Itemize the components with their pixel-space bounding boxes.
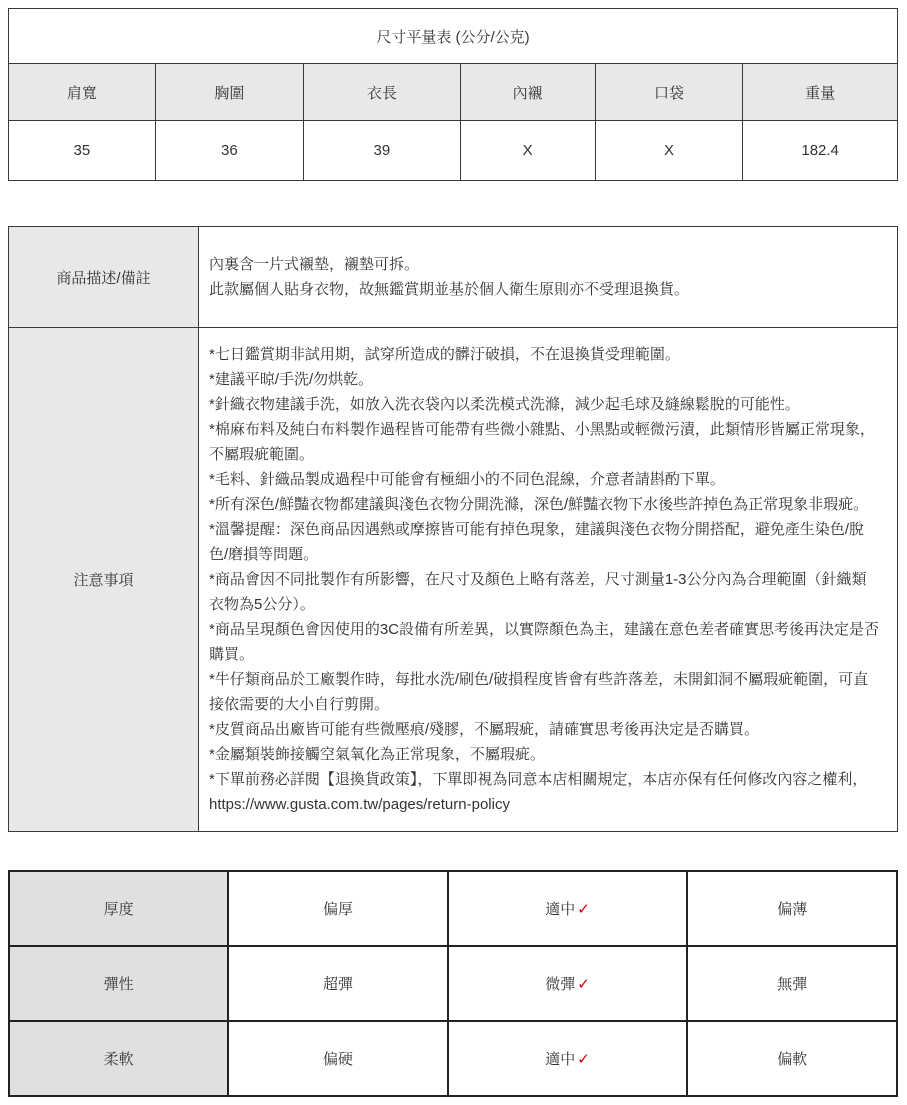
size-col-header-weight: 重量 (743, 64, 898, 121)
attribute-option-label: 微彈 (545, 976, 576, 993)
attribute-option (228, 871, 447, 946)
attribute-option-label: 超彈 (322, 976, 353, 993)
check-icon: ✓ (577, 901, 590, 918)
size-table-header-row (9, 64, 898, 121)
size-col-header-length: 衣長 (304, 64, 460, 121)
attribute-row-softness (9, 1021, 897, 1096)
description-row (9, 227, 898, 328)
attribute-option-label: 偏硬 (322, 1051, 353, 1068)
size-table-title: 尺寸平量表 (公分/公克) (9, 9, 898, 64)
attribute-option-label: 適中 (545, 1051, 576, 1068)
attribute-option (687, 871, 897, 946)
note-line: *所有深色/鮮豔衣物都建議與淺色衣物分開洗滌，深色/鮮豔衣物下水後些許掉色為正常現象非瑕疵。 (209, 496, 869, 513)
size-col-header-shoulder: 肩寬 (9, 64, 156, 121)
attribute-option-selected (448, 871, 688, 946)
note-line: *商品會因不同批製作有所影響，在尺寸及顏色上略有落差，尺寸測量1-3公分內為合理範圍（針織類衣物為5公分）。 (209, 571, 867, 613)
attribute-option-selected (448, 946, 688, 1021)
check-icon: ✓ (577, 1051, 590, 1068)
description-content (199, 227, 898, 328)
note-line: *下單前務必詳閱【退換貨政策】，下單即視為同意本店相關規定，本店亦保有任何修改內容之權利，https://www.gusta.com.tw/pages/return-policy (209, 771, 868, 813)
description-line: 內裏含一片式襯墊，襯墊可拆。 (209, 256, 420, 273)
note-line: *牛仔類商品於工廠製作時，每批水洗/刷色/破損程度皆會有些許落差，未開釦洞不屬瑕疵範圍，可直接依需要的大小自行剪開。 (209, 671, 869, 713)
attribute-option (228, 946, 447, 1021)
attribute-option-label: 偏軟 (777, 1051, 808, 1068)
size-value-chest: 36 (155, 121, 303, 181)
note-line: *商品呈現顏色會因使用的3C設備有所差異，以實際顏色為主，建議在意色差者確實思考後再決定是否購買。 (209, 621, 880, 663)
description-line: 此款屬個人貼身衣物，故無鑑賞期並基於個人衛生原則亦不受理退換貨。 (209, 281, 690, 298)
attribute-option-label: 偏薄 (777, 901, 808, 918)
size-value-length: 39 (304, 121, 460, 181)
size-table-value-row (9, 121, 898, 181)
note-line: *金屬類裝飾接觸空氣氧化為正常現象，不屬瑕疵。 (209, 746, 545, 763)
notes-label: 注意事項 (9, 328, 199, 832)
note-line: *建議平晾/手洗/勿烘乾。 (209, 371, 374, 388)
attribute-label-elasticity: 彈性 (9, 946, 228, 1021)
attribute-table (8, 870, 898, 1097)
attribute-option-selected (448, 1021, 688, 1096)
size-col-header-chest: 胸圍 (155, 64, 303, 121)
attribute-row-thickness (9, 871, 897, 946)
attribute-row-elasticity (9, 946, 897, 1021)
check-icon: ✓ (577, 976, 590, 993)
note-line: *七日鑑賞期非試用期，試穿所造成的髒汙破損，不在退換貨受理範圍。 (209, 346, 680, 363)
size-col-header-pocket: 口袋 (595, 64, 743, 121)
attribute-label-softness: 柔軟 (9, 1021, 228, 1096)
attribute-option (687, 946, 897, 1021)
attribute-option (228, 1021, 447, 1096)
note-line: *毛料、針織品製成過程中可能會有極細小的不同色混線，介意者請斟酌下單。 (209, 471, 725, 488)
attribute-option-label: 偏厚 (322, 901, 353, 918)
size-value-lining: X (460, 121, 595, 181)
note-line: *針織衣物建議手洗，如放入洗衣袋內以柔洗模式洗滌，減少起毛球及縫線鬆脫的可能性。 (209, 396, 800, 413)
attribute-option-label: 無彈 (777, 976, 808, 993)
note-line: *棉麻布料及純白布料製作過程皆可能帶有些微小雜點、小黑點或輕微污漬，此類情形皆屬正常現象，不屬瑕疵範圍。 (209, 421, 875, 463)
notes-row (9, 328, 898, 832)
note-line: *溫馨提醒：深色商品因遇熱或摩擦皆可能有掉色現象，建議與淺色衣物分開搭配，避免產生染色/脫色/磨損等問題。 (209, 521, 865, 563)
attribute-option-label: 適中 (545, 901, 576, 918)
notes-content (199, 328, 898, 832)
description-label: 商品描述/備註 (9, 227, 199, 328)
size-table-title-row (9, 9, 898, 64)
note-line: *皮質商品出廠皆可能有些微壓痕/殘膠，不屬瑕疵，請確實思考後再決定是否購買。 (209, 721, 760, 738)
size-value-pocket: X (595, 121, 743, 181)
description-notes-table (8, 226, 898, 832)
attribute-label-thickness: 厚度 (9, 871, 228, 946)
size-measurement-table (8, 8, 898, 181)
size-value-shoulder: 35 (9, 121, 156, 181)
attribute-option (687, 1021, 897, 1096)
size-col-header-lining: 內襯 (460, 64, 595, 121)
size-value-weight: 182.4 (743, 121, 898, 181)
